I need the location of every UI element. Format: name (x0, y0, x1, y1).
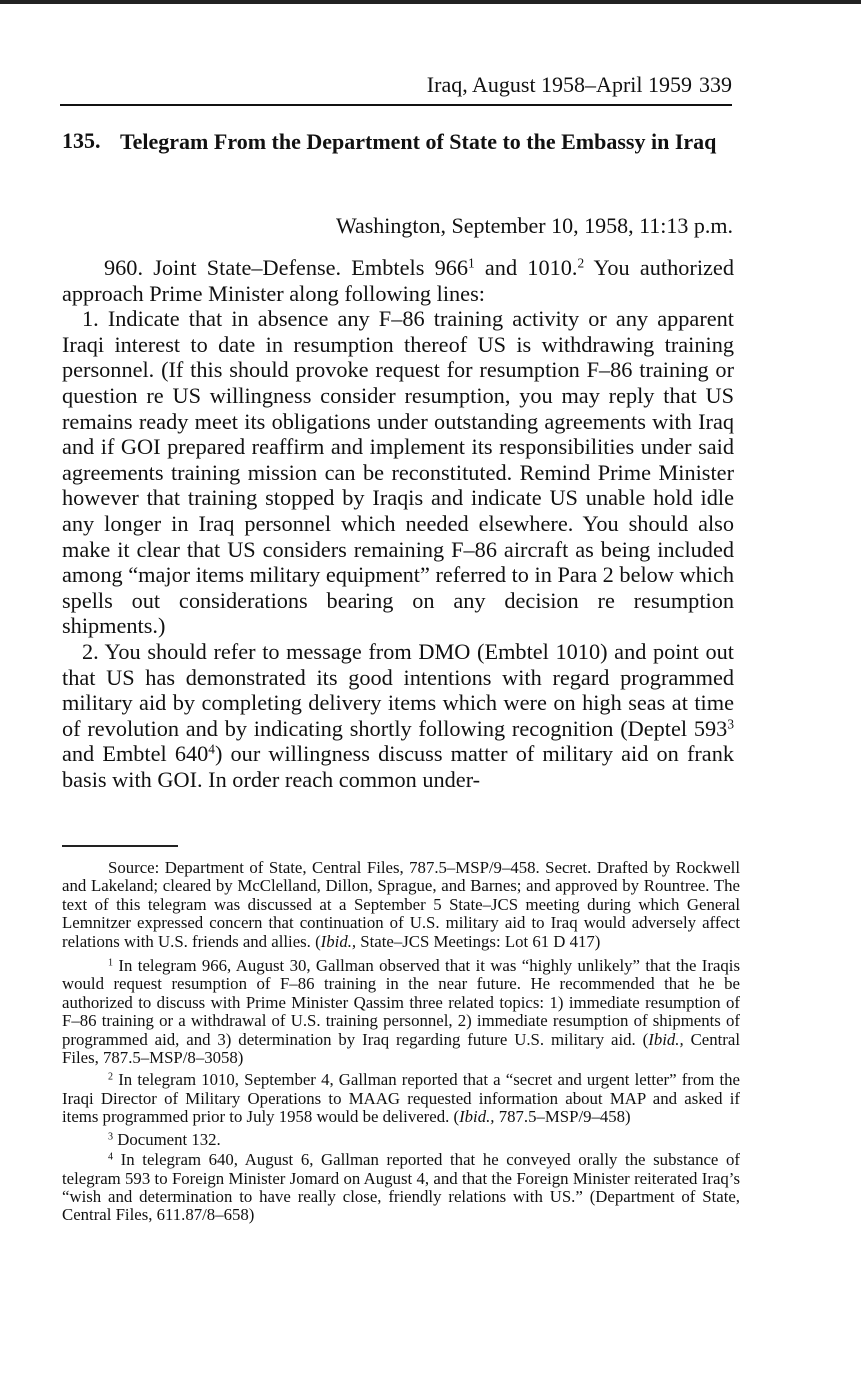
footnote-ref: 1 (468, 255, 475, 271)
footnote-ref: 2 (577, 255, 585, 271)
footnote-ref: 4 (208, 741, 215, 757)
page-top-edge (0, 0, 861, 4)
document-number: 135. (62, 128, 101, 153)
running-title: Iraq, August 1958–April 1959 (426, 72, 692, 97)
body-paragraph: 1. Indicate that in absence any F–86 training activity or any apparent Iraqi interest to date in resumption thereof US is withdrawing training personnel. (If this should provoke request for resumption F–86 training or question re US willingness consider resumption, you may reply that US remains ready meet its obligations under outstanding agreements with Iraq and if GOI prepared reaffirm and implement its responsibilities under said agreements training mission can be reconstituted. Remind Prime Minister however that training stopped by Iraqis and indicate US unable hold idle any longer in Iraq personnel which needed elsewhere. You should also make it clear that US considers remaining F–86 aircraft as being included among “major items military equipment” referred to in Para 2 below which spells out considerations bearing on any decision re resumption shipments.) (62, 306, 734, 639)
document-title: Telegram From the Department of State to the Embassy in Iraq (120, 129, 717, 154)
body-paragraph: 960. Joint State–Defense. Embtels $966^1$ and 1010.$^2$ You authorized approach Prime Minister along following lines: (62, 255, 734, 306)
footnote-ref: 3 (727, 716, 734, 732)
header-rule (60, 104, 732, 106)
footnote-marker: 4 (108, 1151, 114, 1163)
footnote: $^1$ In telegram 966, August 30, Gallman observed that it was “highly unlikely” that the Iraqis would request resumption of F–86 training in the near future. He recommended that he be authorized to discuss with Prime Minister Qassim three related topics: 1) immediate resumption of F–86 training or a withdrawal of U.S. training personnel, 2) immediate resumption of shipments of programmed aid, and 3) determination by Iraq regarding future U.S. military aid. (Ibid., Central Files, 787.5–MSP/8–3058) (62, 956, 740, 1068)
footnote: $^2$ In telegram 1010, September 4, Gallman reported that a “secret and urgent letter” from the Iraqi Director of Military Operations to MAAG requested information about MAP and asked if items programmed prior to July 1958 would be delivered. (Ibid., 787.5–MSP/9–458) (62, 1070, 740, 1127)
dateline: Washington, September 10, 1958, 11:13 p.m. (335, 213, 733, 238)
footnote-marker: 3 (108, 1131, 114, 1143)
running-header (60, 72, 732, 100)
footnotes (62, 859, 740, 1229)
page-number: 339 (699, 72, 732, 97)
footnote-marker: 1 (108, 957, 114, 969)
source-note: Source: Department of State, Central Files, 787.5–MSP/9–458. Secret. Drafted by Rockwell and Lakeland; cleared by McClelland, Dillon, Sprague, and Barnes; and approved by Rountree. The text of this telegram was discussed at a September 5 State–JCS meeting during which General Lemnitzer expressed concern that continuation of U.S. military aid to Iraq would adversely affect relations with U.S. friends and allies. (Ibid., State–JCS Meetings: Lot 61 D 417) (62, 858, 740, 951)
footnote: $^4$ In telegram 640, August 6, Gallman reported that he conveyed orally the substance of telegram 593 to Foreign Minister Jomard on August 4, and that the Foreign Minister reiterated Iraq’s “wish and determination to have really close, friendly relations with US.” (Department of State, Central Files, 611.87/8–658) (62, 1150, 740, 1225)
footnote: $^3$ Document 132. (108, 1129, 221, 1149)
footnote-marker: 2 (108, 1071, 114, 1083)
footnote-rule (62, 845, 178, 847)
telegram-body (62, 255, 734, 792)
body-paragraph: 2. You should refer to message from DMO (Embtel 1010) and point out that US has demonstrated its good intentions with regard programmed military aid by completing delivery items which were on high seas at time of revolution and by indicating shortly following recognition (Deptel $593^3$ and Embtel $640^4$) our willingness discuss matter of military aid on frank basis with GOI. In order reach common under- (62, 638, 734, 792)
